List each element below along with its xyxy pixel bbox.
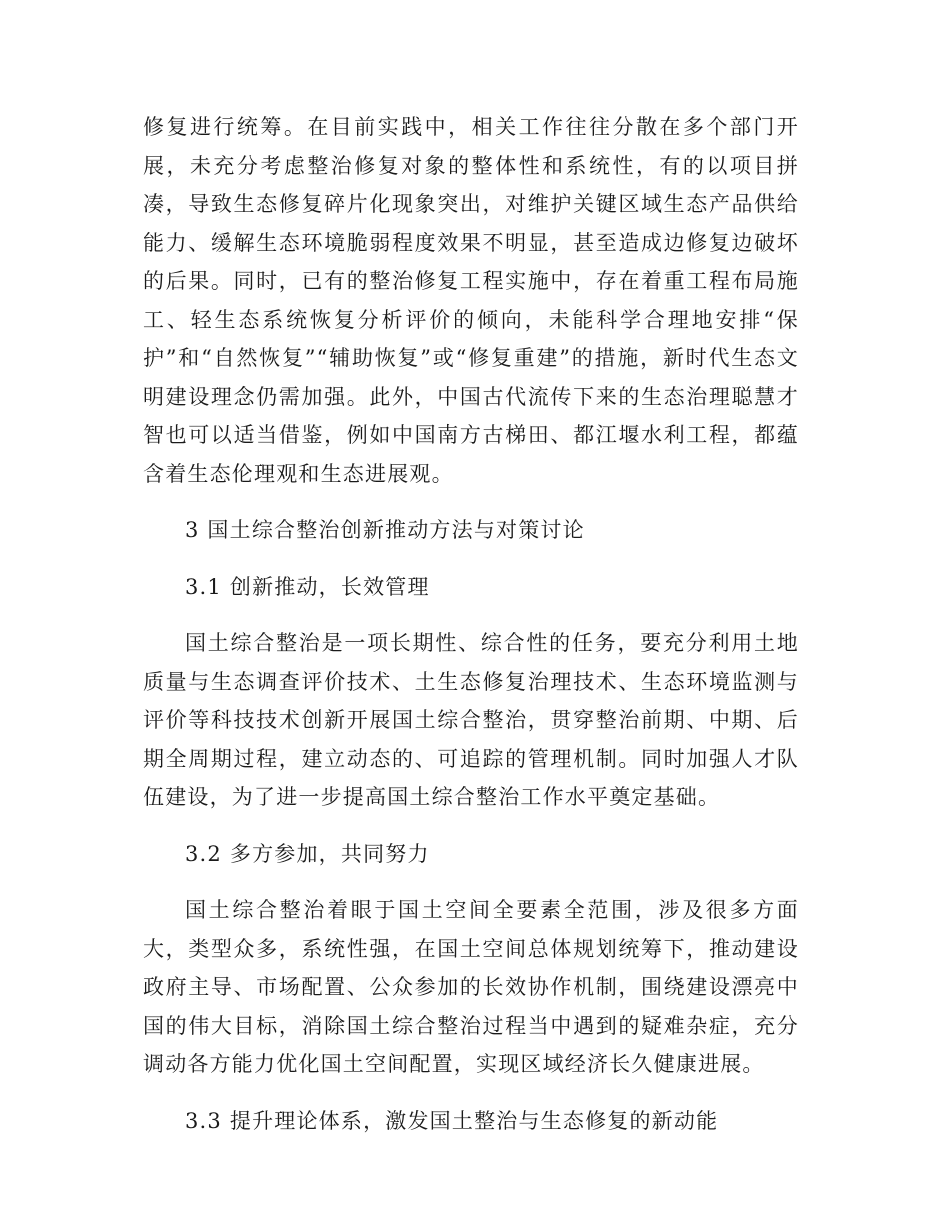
spacer bbox=[143, 817, 799, 835]
section-heading-3: 3 国土综合整治创新推动方法与对策讨论 bbox=[185, 518, 585, 542]
section-heading-3-2: 3.2 多方参加，共同努力 bbox=[185, 841, 430, 866]
spacer bbox=[143, 873, 799, 891]
spacer bbox=[143, 550, 799, 568]
spacer bbox=[143, 1084, 799, 1102]
spacer bbox=[143, 493, 799, 511]
spacer bbox=[143, 606, 799, 624]
document-page bbox=[143, 108, 799, 1140]
section-heading-3-1: 3.1 创新推动，长效管理 bbox=[185, 574, 430, 599]
paragraph-ecological-restoration: 修复进行统筹。在目前实践中，相关工作往往分散在多个部门开展，未充分考虑整治修复对象的整体性和系统性，有的以项目拼凑，导致生态修复碎片化现象突出，对维护关键区域生态产品供给能力、缓解生态环境脆弱程度效果不明显，甚至造成边修复边破坏的后果。同时，已有的整治修复工程实施中，存在着重工程布局施工、轻生态系统恢复分析评价的倾向，未能科学合理地安排“保护”和“自然恢复”“辅助恢复”或“修复重建”的措施，新时代生态文明建设理念仍需加强。此外，中国古代流传下来的生态治理聪慧才智也可以适当借鉴，例如中国南方古梯田、都江堰水利工程，都蕴含着生态伦理观和生态进展观。 bbox=[143, 115, 799, 486]
section-heading-3-3: 3.3 提升理论体系，激发国土整治与生态修复的新动能 bbox=[185, 1108, 719, 1133]
paragraph-3-2: 国土综合整治着眼于国土空间全要素全范围，涉及很多方面大，类型众多，系统性强，在国土空间总体规划统筹下，推动建设政府主导、市场配置、公众参加的长效协作机制，围绕建设漂亮中国的伟大目标，消除国土综合整治过程当中遇到的疑难杂症，充分调动各方能力优化国土空间配置，实现区域经济长久健康进展。 bbox=[143, 898, 799, 1076]
paragraph-3-1: 国土综合整治是一项长期性、综合性的任务，要充分利用土地质量与生态调查评价技术、土生态修复治理技术、生态环境监测与评价等科技技术创新开展国土综合整治，贯穿整治前期、中期、后期全周期过程，建立动态的、可追踪的管理机制。同时加强人才队伍建设，为了进一步提高国土综合整治工作水平奠定基础。 bbox=[143, 631, 799, 809]
